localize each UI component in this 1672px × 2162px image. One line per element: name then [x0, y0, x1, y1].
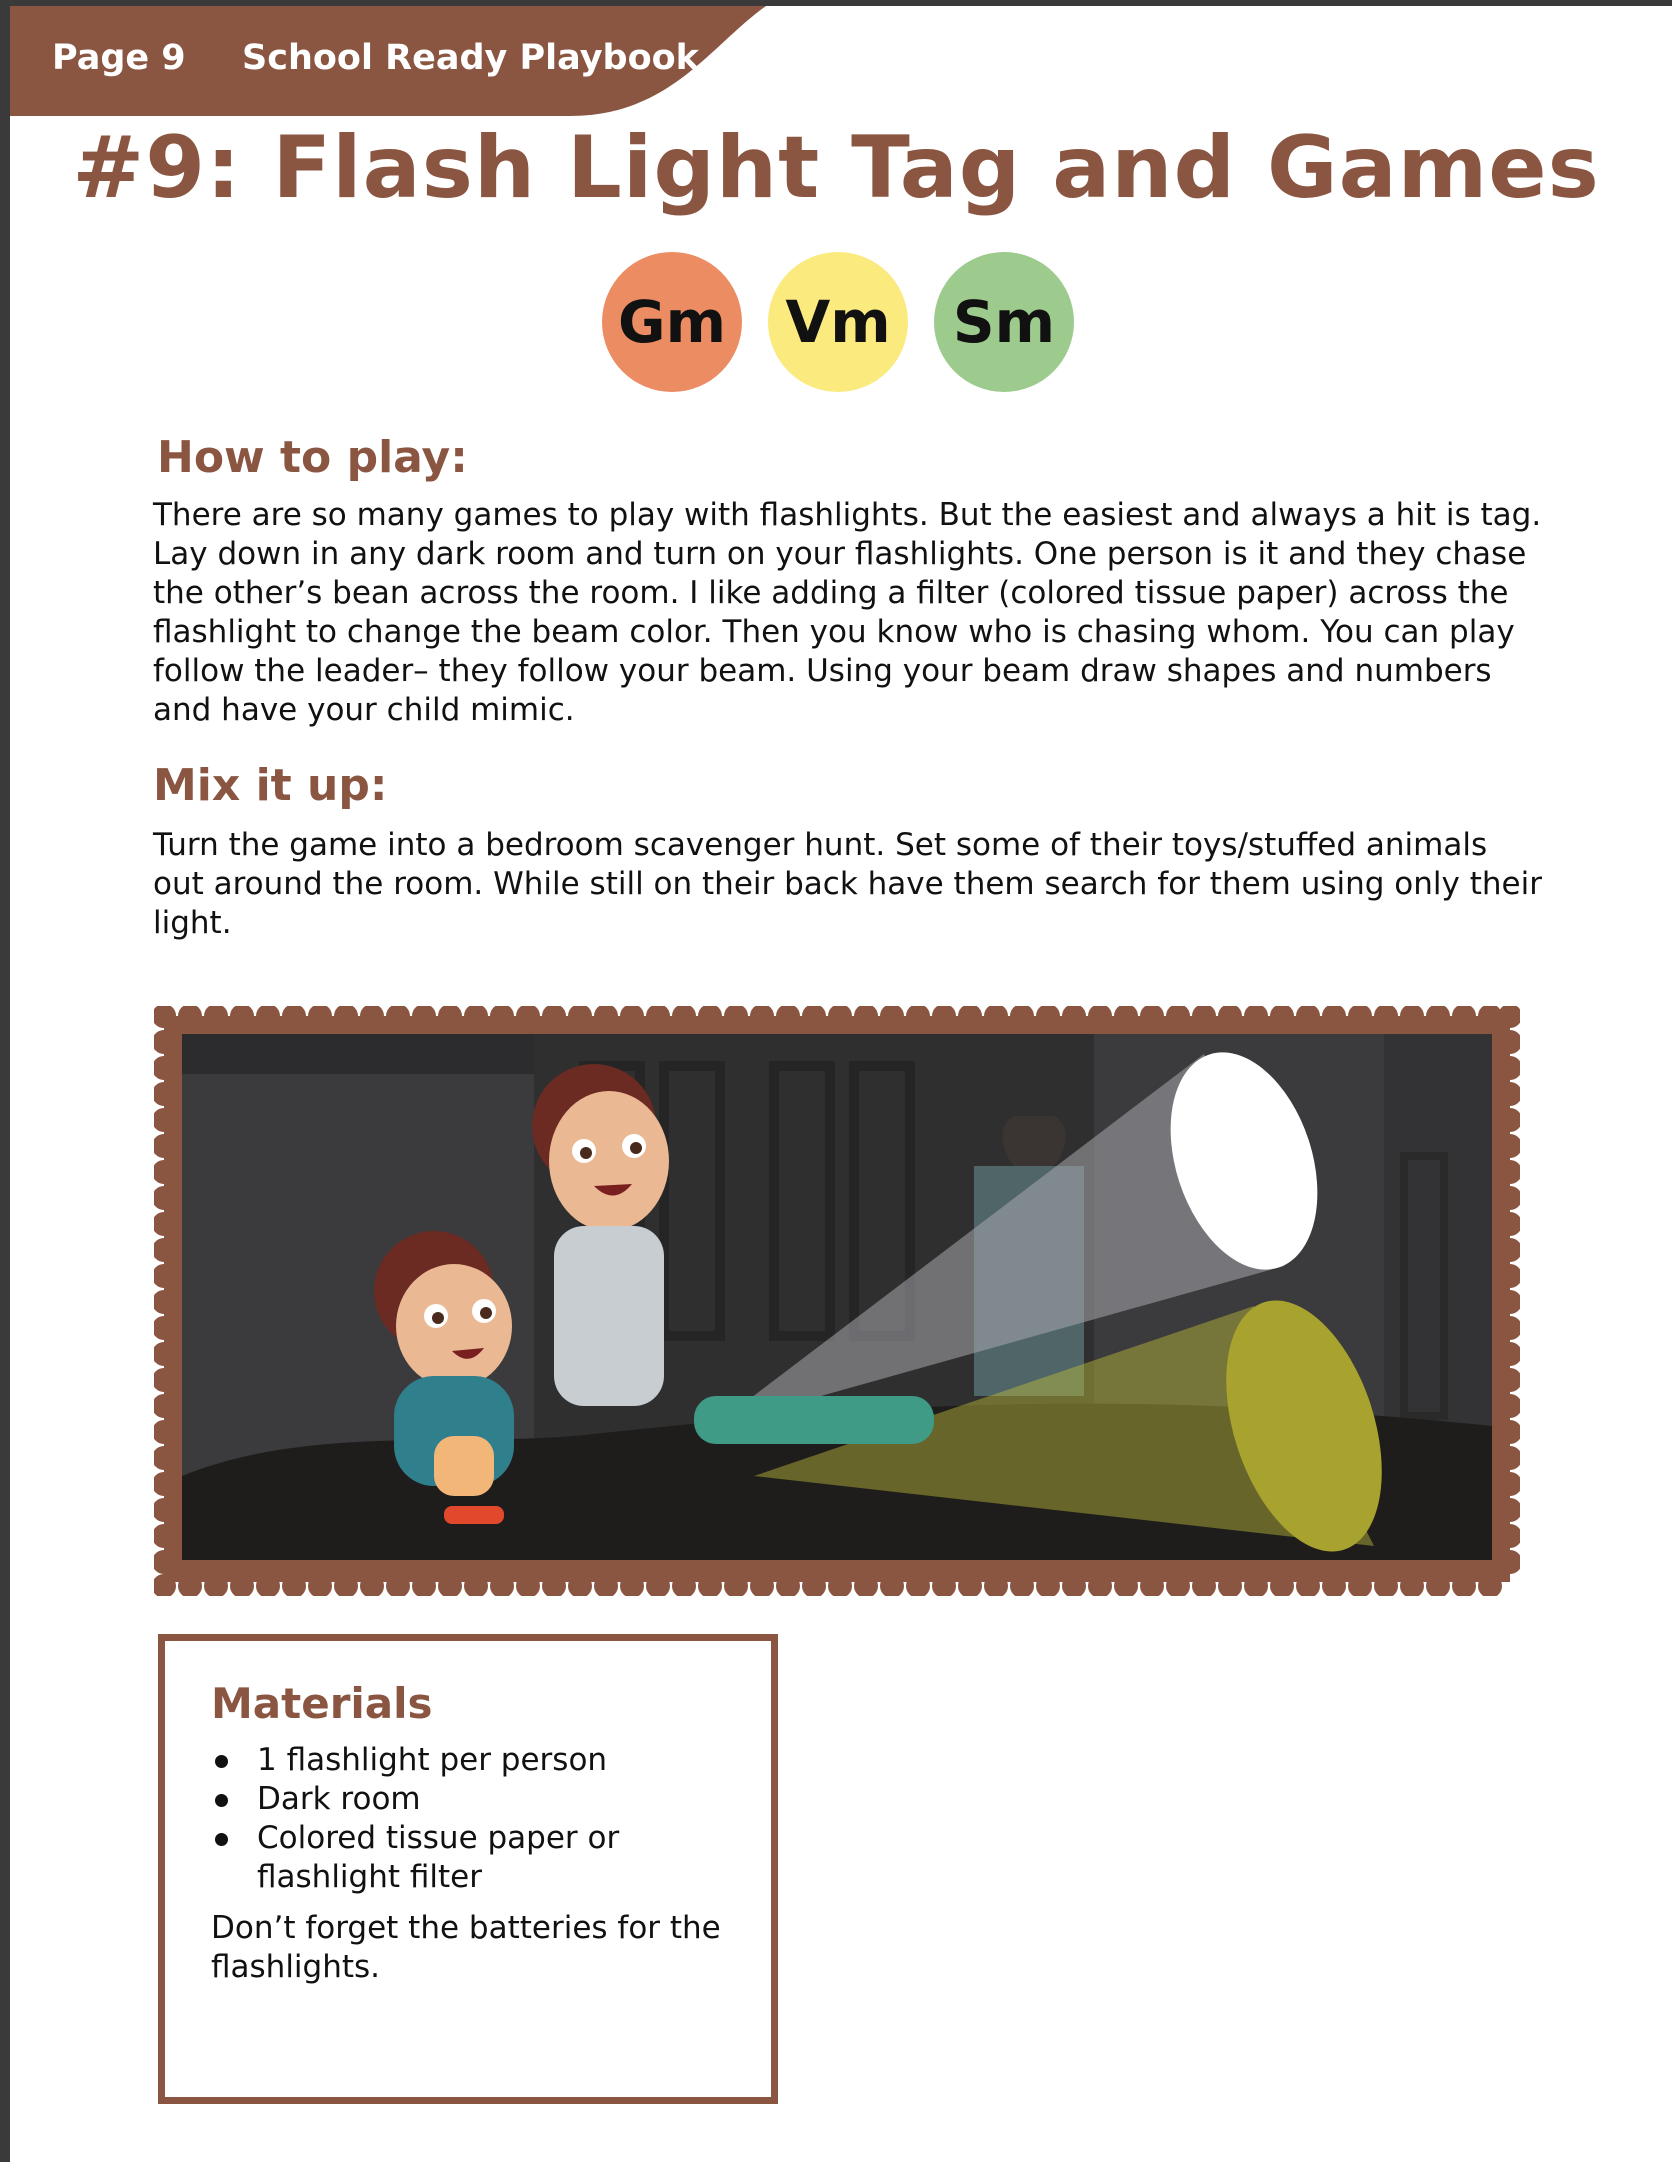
mix-it-up-text: Turn the game into a bedroom scavenger hunt. Set some of their toys/stuffed animals out around the room. While still on their back have them search for them using only their light. [153, 827, 1542, 941]
materials-box [158, 1634, 778, 2104]
window-left-border [0, 0, 10, 2162]
badge-gm: Gm [602, 252, 742, 392]
list-item-text: 1 flashlight per person [257, 1742, 608, 1778]
badge-vm: Vm [768, 252, 908, 392]
skill-badges [602, 252, 1082, 392]
page-number: Page 9 [52, 38, 186, 78]
bullet-icon [215, 1833, 228, 1846]
how-to-play-heading: How to play: [157, 432, 468, 483]
list-item [211, 1780, 751, 1819]
badge-sm: Sm [934, 252, 1074, 392]
header-tab [10, 6, 770, 116]
bullet-icon [215, 1755, 228, 1768]
list-item [211, 1819, 751, 1897]
list-item-text: Colored tissue paper or flashlight filter [257, 1820, 620, 1895]
page-title: #9: Flash Light Tag and Games [72, 118, 1600, 218]
how-to-play-text: There are so many games to play with flashlights. But the easiest and always a hit is tag. Lay down in any dark room and turn on your flashlights. One person is it and they chase the other’s bean across the room. I like adding a filter (colored tissue paper) across the flashlight to change the beam color. Then you know who is chasing whom. You can play follow the leader– they follow your beam. Using your beam draw shapes and numbers and have your child mimic. [153, 497, 1542, 728]
materials-heading: Materials [211, 1679, 433, 1728]
mix-it-up-heading: Mix it up: [153, 760, 388, 811]
list-item-text: Dark room [257, 1781, 421, 1817]
book-title: School Ready Playbook [242, 38, 699, 78]
materials-list [211, 1741, 751, 1897]
list-item [211, 1741, 751, 1780]
kids-flashlight-illustration [154, 1006, 1520, 1596]
bullet-icon [215, 1794, 228, 1807]
materials-note: Don’t forget the batteries for the flashlights. [211, 1910, 721, 1985]
